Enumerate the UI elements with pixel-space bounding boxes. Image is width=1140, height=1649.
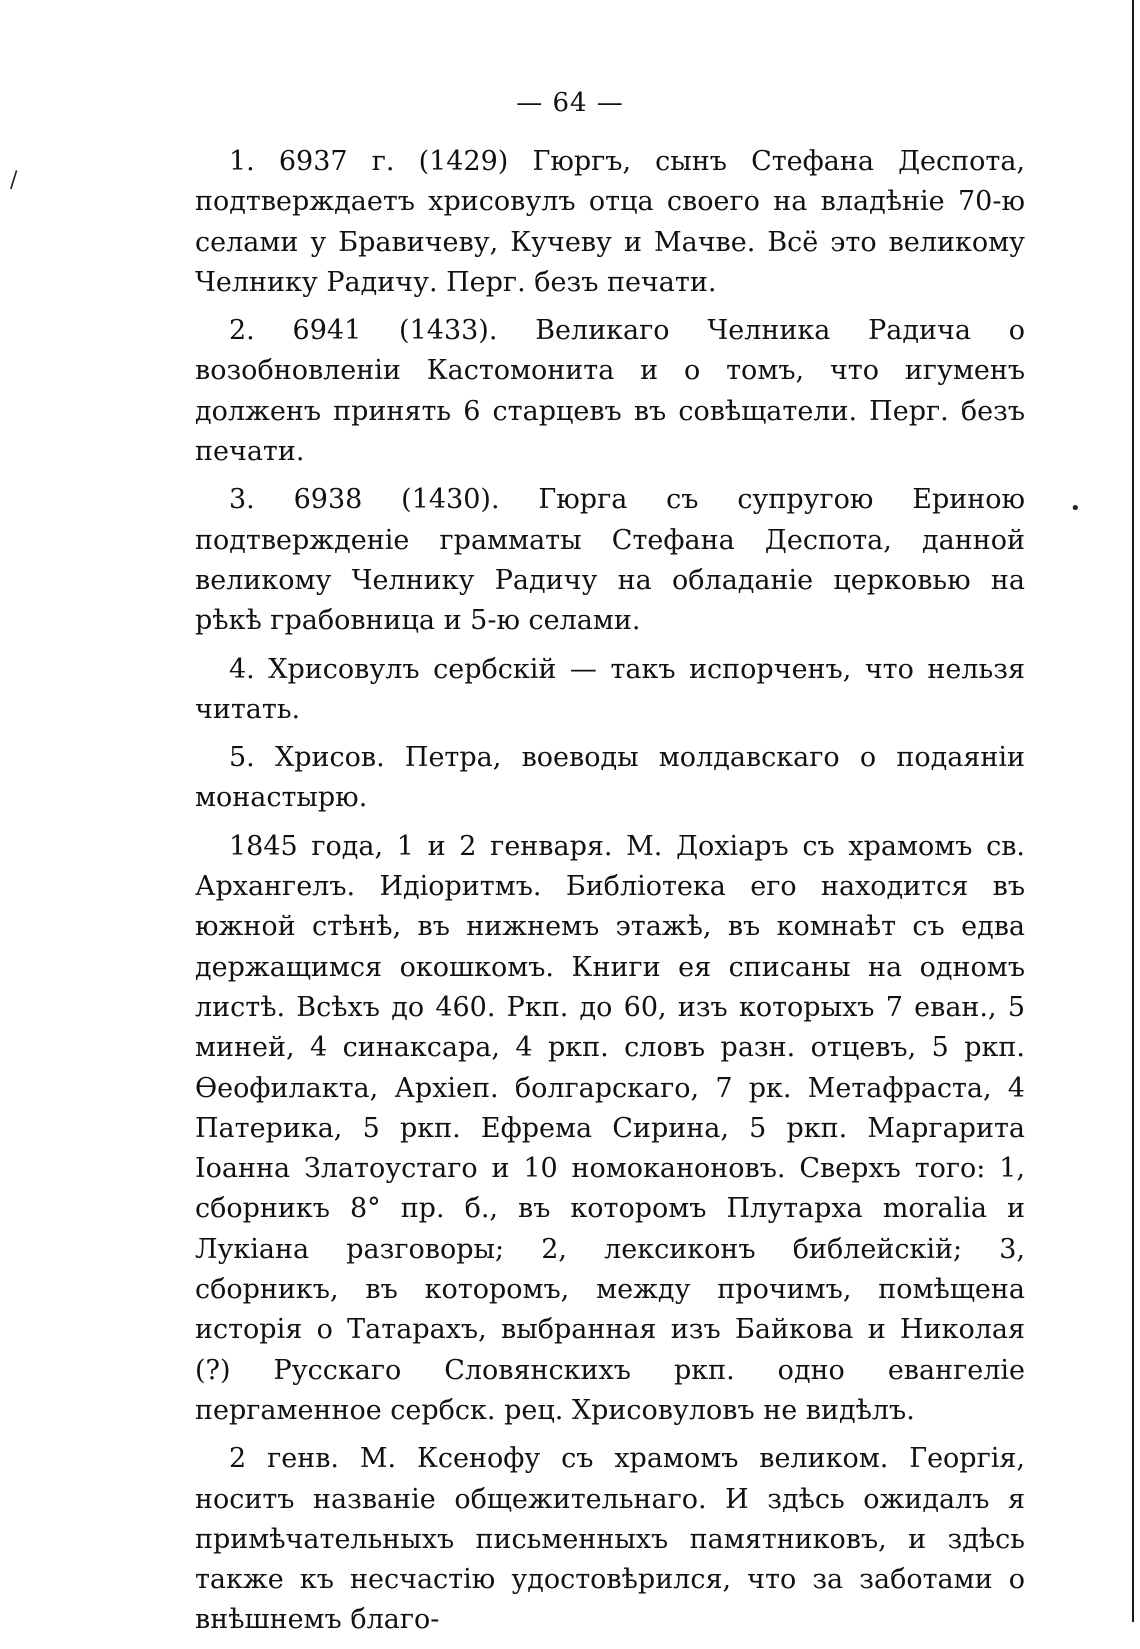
- paragraph-6: 1845 года, 1 и 2 генваря. М. Дохіаръ съ храмомъ св. Архангелъ. Идіоритмъ. Библіотека его находится въ южной стѣнѣ, въ нижнемъ этажѣ, въ комнаѣт съ едва держащимся окошкомъ. Книги ея списаны на одномъ листѣ. Всѣхъ до 460. Ркп. до 60, изъ которыхъ 7 еван., 5 миней, 4 синаксара, 4 ркп. словъ разн. отцевъ, 5 ркп. Ѳеофилакта, Архіеп. болгарскаго, 7 рк. Метафраста, 4 Патерика, 5 ркп. Ефрема Сирина, 5 ркп. Маргарита Іоанна Златоустаго и 10 номоканоновъ. Сверхъ того: 1, сборникъ 8° пр. б., въ которомъ Плутарха moralia и Лукіана разговоры; 2, лексиконъ библейскій; 3, сборникъ, въ которомъ, между прочимъ, помѣщена исторія о Татарахъ, выбранная изъ Байкова и Николая (?) Русскаго Словянскихъ ркп. одно евангеліе пергаменное сербск. рец. Хрисовуловъ не видѣлъ.: [195, 830, 1025, 1426]
- paragraph-2: 2. 6941 (1433). Великаго Челника Радича о возобновленіи Кастомонита и о томъ, что игуменъ долженъ принять 6 старцевъ въ совѣщатели. Перг. безъ печати.: [195, 315, 1025, 468]
- paragraph-3: 3. 6938 (1430). Гюрга съ супругою Ериною подтвержденіе грамматы Стефана Деспота, данной великому Челнику Радичу на обладаніе церковью на рѣкѣ грабовница и 5-ю селами.: [195, 484, 1025, 637]
- scan-speck: •: [1070, 498, 1081, 519]
- paragraph-7: 2 генв. М. Ксенофу съ храмомъ великом. Георгія, носитъ названіе общежительнаго. И здѣсь ожидалъ я примѣчательныхъ письменныхъ памятниковъ, и здѣсь также къ несчастію удостовѣрился, что за заботами о внѣшнемъ благо-: [195, 1443, 1025, 1636]
- paragraph-1: 1. 6937 г. (1429) Гюргъ, сынъ Стефана Деспота, подтверждаетъ хрисовулъ отца своего на владѣніе 70-ю селами у Бравичеву, Кучеву и Мачве. Всё это великому Челнику Радичу. Перг. безъ печати.: [195, 146, 1025, 298]
- body-text: [195, 142, 1025, 1649]
- scan-speck: /: [10, 168, 18, 193]
- paragraph-5: 5. Хрисов. Петра, воеводы молдавскаго о подаяніи монастырю.: [195, 742, 1025, 814]
- page-number: — 64 —: [516, 88, 624, 118]
- scan-edge-line: [1132, 0, 1134, 1622]
- paragraph-4: 4. Хрисовулъ сербскій — такъ испорченъ, что нельзя читать.: [195, 653, 1025, 725]
